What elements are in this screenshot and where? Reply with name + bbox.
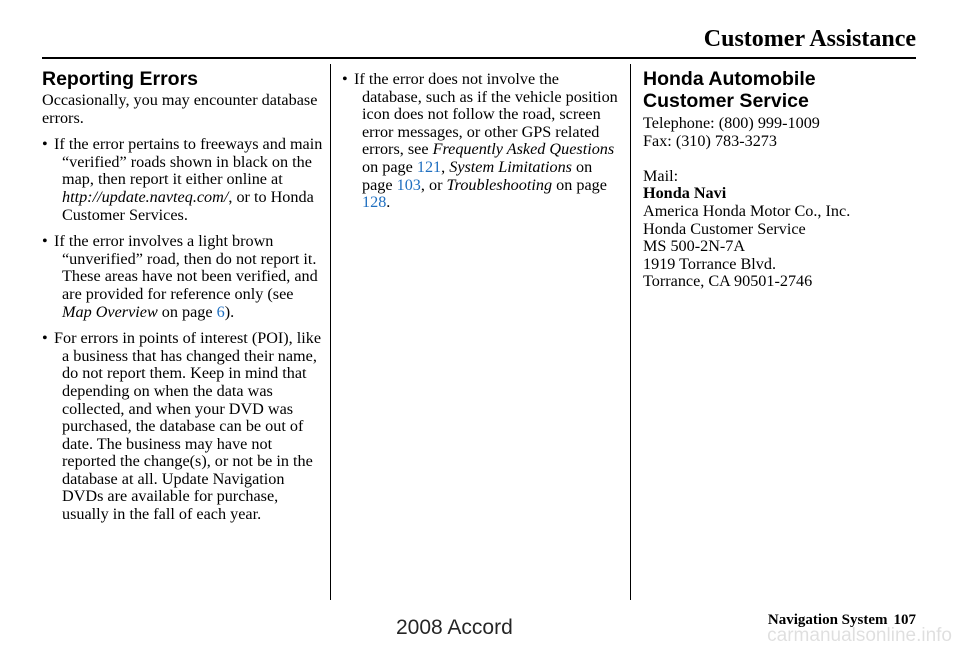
- column-customer-service: [643, 68, 923, 291]
- cross-reference: Map Overview: [62, 302, 158, 321]
- cross-reference: System Limitations: [449, 157, 572, 176]
- bullet-text: on page: [362, 157, 593, 194]
- intro-paragraph: Occasionally, you may encounter database errors.: [42, 91, 318, 127]
- bullet-text: ).: [224, 302, 235, 321]
- address-line: Torrance, CA 90501-2746: [643, 272, 813, 291]
- section-heading-reporting-errors: Reporting Errors: [42, 68, 199, 90]
- list-item: [42, 233, 324, 321]
- bullet-text: on page: [362, 157, 417, 176]
- column-divider-2: [630, 64, 631, 600]
- footer-section-name: Navigation System: [767, 612, 888, 628]
- address-line: America Honda Motor Co., Inc.: [643, 201, 851, 220]
- cross-reference: Troubleshooting: [446, 175, 553, 194]
- header-rule: [42, 57, 916, 59]
- list-item: [342, 71, 622, 212]
- bullet-text: on page: [552, 175, 607, 194]
- address-line: 1919 Torrance Blvd.: [643, 254, 776, 273]
- heading-line: Customer Service: [643, 90, 809, 112]
- page-link-103[interactable]: 103: [396, 175, 421, 194]
- list-item: [42, 136, 324, 224]
- bullet-text: ,: [441, 157, 450, 176]
- spacer: [643, 150, 923, 168]
- bullet-text: , or: [420, 175, 447, 194]
- bullet-icon: •: [42, 329, 48, 348]
- mail-label: Mail:: [643, 166, 679, 185]
- address-line: MS 500-2N-7A: [643, 237, 746, 256]
- bullet-icon: •: [42, 232, 48, 251]
- cross-reference: Frequently Asked Questions: [432, 140, 615, 159]
- bullet-icon: •: [42, 135, 48, 154]
- bullet-text: For errors in points of interest (POI), like a business that has changed their name, do not report them. Keep in mind that depending on when the data was collected, and when your DVD was purchased, the database can be out of date. The business may have not reported the change(s), or not be in the database at all. Update Navigation DVDs are available for purchase, usually in the fall of each year.: [54, 329, 322, 524]
- page-link-128[interactable]: 128: [362, 193, 387, 212]
- address-line: Honda Customer Service: [643, 219, 806, 238]
- bullet-text: .: [386, 193, 391, 212]
- navteq-url: http://update.navteq.com/: [62, 187, 229, 206]
- watermark-url: carmanualsonline.info: [767, 625, 952, 646]
- column-non-database-errors: [342, 71, 622, 221]
- heading-line: Honda Automobile: [643, 68, 816, 90]
- bullet-text: If the error pertains to freeways and main “verified” roads shown in black on the map, then report it either online at: [54, 135, 323, 189]
- bullet-list: [42, 136, 324, 523]
- column-reporting-errors: [42, 68, 324, 533]
- section-heading-customer-service: [643, 68, 923, 112]
- bullet-text: If the error involves a light brown “unverified” road, then do not report it. These areas have not been verified, and are provided for reference only (see: [54, 232, 318, 303]
- bullet-icon: •: [342, 70, 348, 88]
- list-item: [42, 330, 324, 524]
- bullet-text: , or to Honda Customer Services.: [62, 187, 314, 224]
- page-link-121[interactable]: 121: [416, 157, 442, 176]
- column-divider-1: [330, 64, 331, 600]
- watermark-model: 2008 Accord: [396, 616, 513, 639]
- page-number: 107: [893, 612, 916, 628]
- telephone: Telephone: (800) 999-1009: [643, 114, 820, 132]
- address-name: Honda Navi: [643, 184, 727, 203]
- bullet-list: [342, 71, 622, 212]
- bullet-text: on page: [157, 302, 217, 321]
- page-link-6[interactable]: 6: [216, 302, 225, 321]
- bullet-text: If the error does not involve the database, such as if the vehicle position icon does not follow the road, screen error messages, or other GPS related errors, see: [354, 70, 618, 159]
- fax: Fax: (310) 783-3273: [643, 131, 777, 150]
- page-header-title: Customer Assistance: [703, 26, 916, 52]
